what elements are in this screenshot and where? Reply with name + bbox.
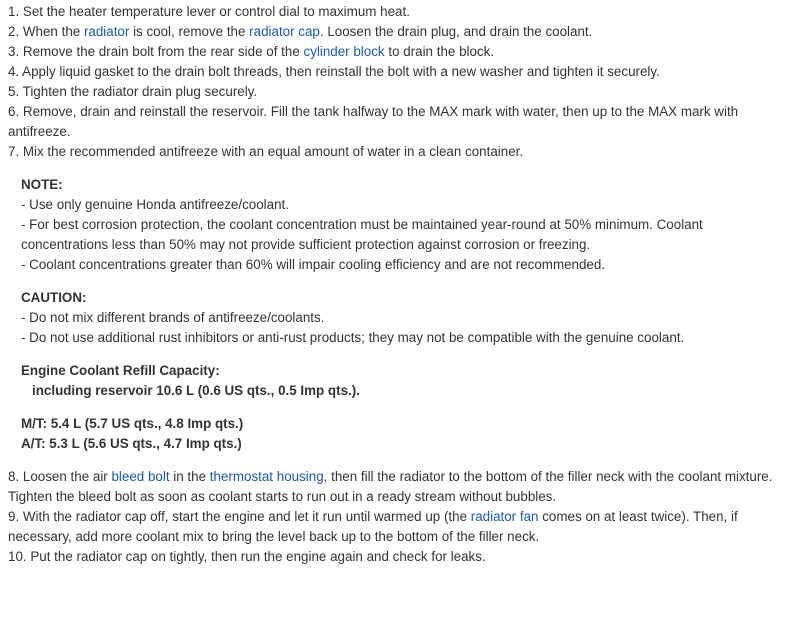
step-6 xyxy=(8,102,787,142)
step-number: 1. xyxy=(8,4,20,19)
capacity-mt: M/T: 5.4 L (5.7 US qts., 4.8 Imp qts.) xyxy=(21,416,244,431)
step-9 xyxy=(8,507,787,547)
step-text: Remove the drain bolt from the rear side of the xyxy=(19,44,304,59)
step-1 xyxy=(8,2,787,22)
radiator-fan-link[interactable]: radiator fan xyxy=(470,509,539,524)
step-7 xyxy=(8,142,787,162)
step-text: Tighten the radiator drain plug securely. xyxy=(19,84,258,99)
step-5 xyxy=(8,82,787,102)
note-heading: NOTE: xyxy=(21,177,63,192)
step-4 xyxy=(8,62,787,82)
step-text: Set the heater temperature lever or control dial to maximum heat. xyxy=(19,4,410,19)
step-3 xyxy=(8,42,787,62)
thermostat-housing-link[interactable]: thermostat housing xyxy=(209,469,324,484)
caution-item: - Do not mix different brands of antifreeze/coolants. xyxy=(21,310,325,325)
capacity-heading: Engine Coolant Refill Capacity: xyxy=(21,363,220,378)
step-text: Put the radiator cap on tightly, then run the engine again and check for leaks. xyxy=(26,549,486,564)
step-number: 8. xyxy=(8,469,20,484)
bleed-bolt-link[interactable]: bleed bolt xyxy=(111,469,170,484)
step-number: 3. xyxy=(8,44,20,59)
capacity-reservoir: including reservoir 10.6 L (0.6 US qts., 0.5 Imp qts.). xyxy=(32,383,360,398)
step-number: 9. xyxy=(8,509,20,524)
radiator-cap-link[interactable]: radiator cap xyxy=(249,24,320,39)
capacity-at: A/T: 5.3 L (5.6 US qts., 4.7 Imp qts.) xyxy=(21,436,242,451)
step-8 xyxy=(8,467,787,507)
step-text: With the radiator cap off, start the engine and let it run until warmed up (the xyxy=(19,509,471,524)
cylinder-block-link[interactable]: cylinder block xyxy=(303,44,385,59)
step-text: to drain the block. xyxy=(384,44,495,59)
step-text: in the xyxy=(169,469,210,484)
step-text: , then fill the radiator to the bottom of the filler neck with the coolant mixture. Tighten the bleed bolt as soon as coolant starts to run out in a ready stream without bubbles. xyxy=(8,469,773,504)
step-text: When the xyxy=(19,24,84,39)
step-2 xyxy=(8,22,787,42)
step-number: 2. xyxy=(8,24,20,39)
note-item: - Use only genuine Honda antifreeze/coolant. xyxy=(21,197,289,212)
radiator-link[interactable]: radiator xyxy=(83,24,130,39)
step-number: 10. xyxy=(8,549,27,564)
note-item-text: - For best corrosion protection, the coolant concentration must be maintained year-round at 50% minimum. Coolant concentrations less than 50% may not provide sufficient protection against corrosion or freezing. xyxy=(21,217,703,252)
step-text: . Loosen the drain plug, and drain the coolant. xyxy=(319,24,593,39)
step-text: Loosen the air xyxy=(19,469,112,484)
note-item xyxy=(8,215,787,255)
step-number: 5. xyxy=(8,84,20,99)
step-number: 7. xyxy=(8,144,20,159)
step-text: Mix the recommended antifreeze with an equal amount of water in a clean container. xyxy=(19,144,524,159)
note-item: - Coolant concentrations greater than 60% will impair cooling efficiency and are not recommended. xyxy=(21,257,606,272)
caution-item: - Do not use additional rust inhibitors or anti-rust products; they may not be compatible with the genuine coolant. xyxy=(21,330,685,345)
step-text: comes on at least twice). Then, if necessary, add more coolant mix to bring the level back up to the bottom of the filler neck. xyxy=(8,509,738,544)
step-10 xyxy=(8,547,787,567)
step-number: 6. xyxy=(8,104,20,119)
step-number: 4. xyxy=(8,64,20,79)
step-text: is cool, remove the xyxy=(129,24,250,39)
step-text: Apply liquid gasket to the drain bolt threads, then reinstall the bolt with a new washer and tighten it securely. xyxy=(19,64,660,79)
caution-heading: CAUTION: xyxy=(21,290,87,305)
step-text: Remove, drain and reinstall the reservoir. Fill the tank halfway to the MAX mark with water, then up to the MAX mark with antifreeze. xyxy=(8,104,739,139)
